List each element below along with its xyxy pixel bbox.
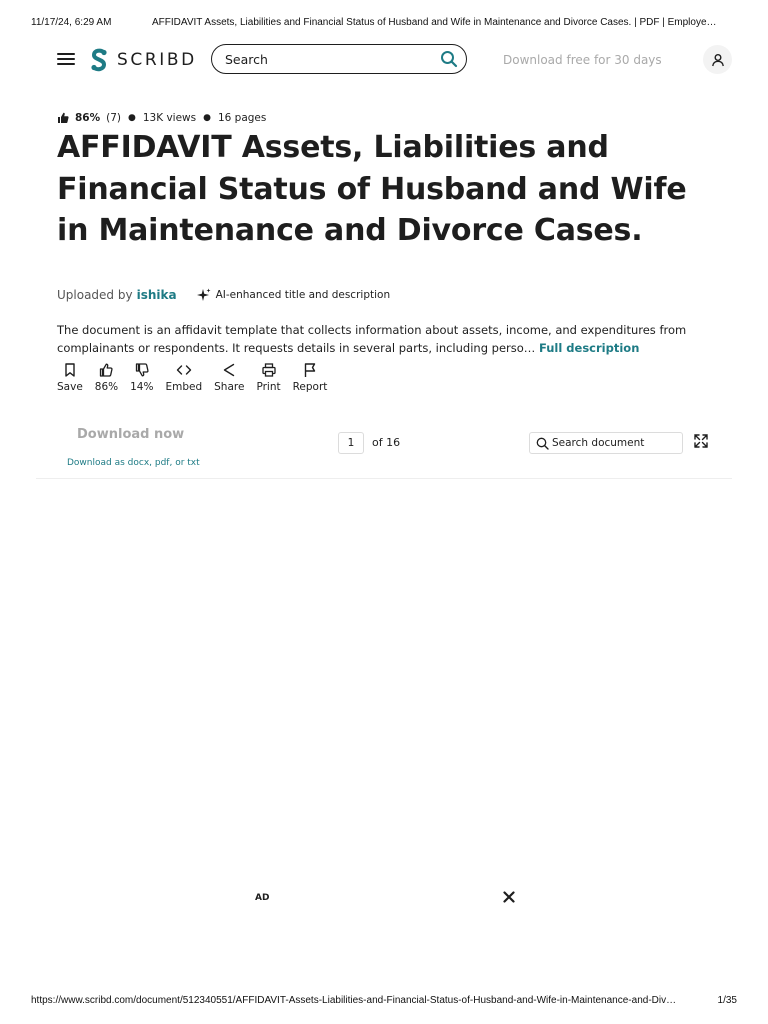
save-label: Save	[57, 381, 83, 393]
thumbs-up-filled-icon	[57, 112, 69, 124]
view-count: 13K views	[142, 112, 197, 124]
scribd-s-icon	[89, 48, 109, 72]
site-search	[211, 44, 467, 74]
top-navbar	[57, 43, 732, 77]
printer-icon	[261, 362, 277, 378]
search-icon[interactable]	[440, 50, 458, 68]
scribd-logo[interactable]	[89, 47, 197, 73]
search-input[interactable]	[225, 52, 440, 67]
report-label: Report	[292, 381, 328, 393]
download-free-trial-link[interactable]: Download free for 30 days	[503, 53, 662, 67]
ai-enhanced-tag	[197, 288, 391, 302]
code-icon	[176, 362, 192, 378]
user-icon	[711, 53, 725, 67]
page-count: 16 pages	[217, 112, 267, 124]
dislike-percent: 14%	[130, 381, 154, 393]
print-page-number: 1/35	[717, 995, 737, 1006]
upload-info	[57, 288, 390, 302]
document-title: AFFIDAVIT Assets, Liabilities and Financial Status of Husband and Wife in Maintenance and Divorce Cases.	[57, 130, 687, 248]
document-meta: 86% (7) ● 13K views ● 16 pages	[57, 112, 266, 124]
document-search-input[interactable]	[549, 437, 676, 449]
print-footer	[31, 995, 737, 1006]
logo-text: SCRIBD	[117, 50, 197, 70]
sparkle-icon	[197, 288, 211, 302]
report-button[interactable]	[293, 362, 328, 393]
embed-label: Embed	[165, 381, 203, 393]
embed-button[interactable]	[165, 362, 202, 393]
save-button[interactable]	[57, 362, 83, 393]
page-number-input[interactable]	[338, 432, 364, 454]
bookmark-icon	[62, 362, 78, 378]
total-pages-label: of 16	[372, 436, 401, 449]
ai-enhanced-text: AI-enhanced title and description	[215, 289, 391, 301]
flag-icon	[302, 362, 318, 378]
document-actions	[57, 362, 339, 393]
print-url: https://www.scribd.com/document/512340551/AFFIDAVIT-Assets-Liabilities-and-Financial-Status-of-Husband-and-Wife-in-Maintenance-and-Div…	[31, 995, 677, 1006]
document-viewer-toolbar	[36, 420, 732, 479]
full-description-link[interactable]: Full description	[538, 341, 640, 355]
share-button[interactable]	[214, 362, 244, 393]
uploaded-by-label: Uploaded by	[57, 288, 133, 302]
print-button[interactable]	[256, 362, 280, 393]
print-page-title: AFFIDAVIT Assets, Liabilities and Financial Status of Husband and Wife in Maintenance and Divorce Cases. | PDF | Employe…	[152, 17, 717, 28]
download-now-button[interactable]: Download now	[77, 427, 185, 442]
close-ad-icon[interactable]	[502, 890, 516, 904]
rating-count: (7)	[106, 112, 122, 124]
like-button[interactable]	[95, 362, 118, 393]
thumbs-up-icon	[98, 362, 114, 378]
dislike-button[interactable]	[130, 362, 153, 393]
rating-percent: 86%	[75, 112, 101, 124]
document-description	[57, 321, 717, 357]
fullscreen-icon[interactable]	[693, 433, 709, 449]
account-button[interactable]	[703, 45, 732, 74]
print-header	[31, 17, 737, 28]
document-search	[529, 432, 683, 454]
description-text: The document is an affidavit template that collects information about assets, income, and expenditures from complainants or respondents. It requests details in several parts, including perso…	[57, 323, 687, 355]
menu-icon[interactable]	[57, 53, 75, 67]
share-label: Share	[214, 381, 245, 393]
thumbs-down-icon	[134, 362, 150, 378]
search-icon	[536, 437, 549, 450]
share-icon	[221, 362, 237, 378]
like-percent: 86%	[94, 381, 119, 393]
download-formats-link[interactable]: Download as docx, pdf, or txt	[67, 458, 200, 468]
uploader-link[interactable]: ishika	[136, 288, 177, 302]
ad-label: AD	[255, 893, 270, 903]
print-date: 11/17/24, 6:29 AM	[31, 17, 112, 28]
print-label: Print	[256, 381, 281, 393]
